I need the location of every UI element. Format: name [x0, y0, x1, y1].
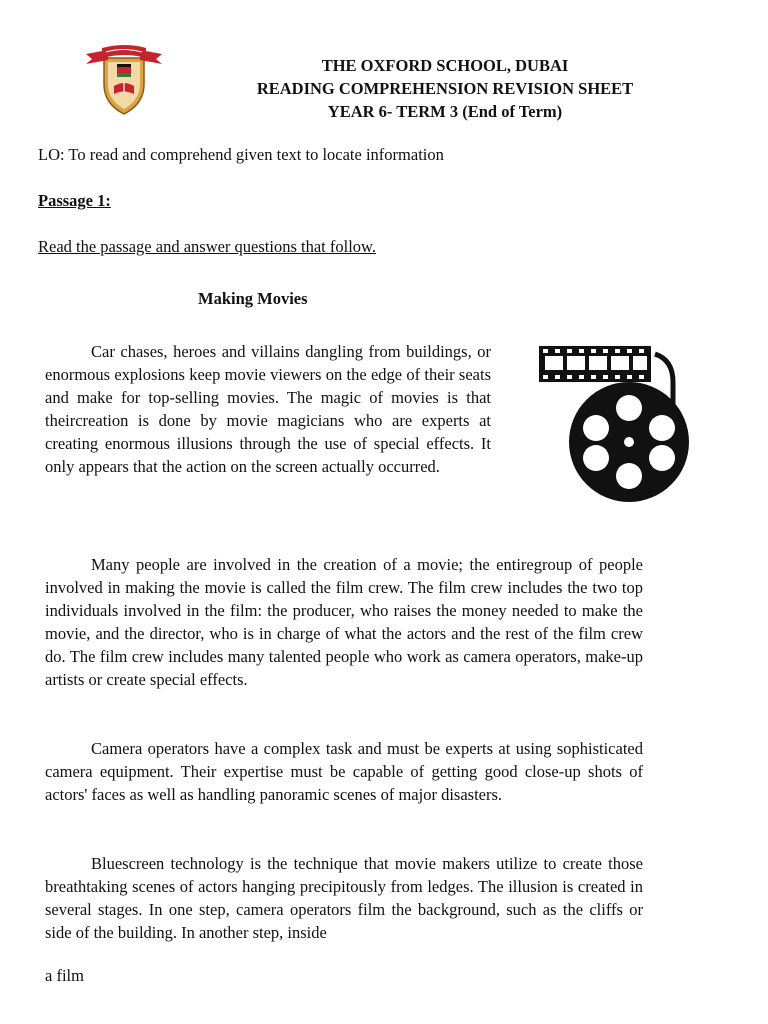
paragraph-3: Camera operators have a complex task and must be experts at using sophisticated camera equipment. Their expertise must be capable of getting good close-up shots of actors' faces as well as handling panoramic scenes of major disasters. [45, 739, 643, 804]
story-title: Making Movies [198, 289, 308, 308]
sheet-title: READING COMPREHENSION REVISION SHEET [256, 79, 634, 98]
learning-objective: LO: To read and comprehend given text to locate information [38, 145, 444, 164]
film-reel-icon [535, 340, 695, 508]
document-header [230, 54, 660, 123]
paragraph-4: Bluescreen technology is the technique that movie makers utilize to create those breathtaking scenes of actors hanging precipitously from ledges. The illusion is created in several stages. In one step, camera operators film the background, such as the cliffs or side of the building. In another step, inside [45, 854, 643, 942]
school-crest-icon [84, 44, 164, 116]
paragraph-1: Car chases, heroes and villains dangling from buildings, or enormous explosions keep movie viewers on the edge of their seats and make for top-selling movies. The magic of movies is that theircreation is done by movie magicians who are experts at creating enormous illusions through the use of special effects. It only appears that the action on the screen actually occurred. [45, 342, 491, 476]
term-label: YEAR 6- TERM 3 (End of Term) [327, 102, 563, 121]
paragraph-2: Many people are involved in the creation of a movie; the entiregroup of people involved in making the movie is called the film crew. The film crew includes the two top individuals involved in the film: the producer, who raises the money needed to make the movie, and the director, who is in charge of what the actors and the rest of the film crew do. The film crew includes many talented people who work as camera operators, make-up artists or create special effects. [45, 555, 643, 689]
passage-label: Passage 1: [38, 191, 111, 210]
paragraph-continuation: a film [45, 966, 84, 985]
instruction: Read the passage and answer questions that follow. [38, 237, 377, 256]
school-name: THE OXFORD SCHOOL, DUBAI [321, 56, 569, 75]
